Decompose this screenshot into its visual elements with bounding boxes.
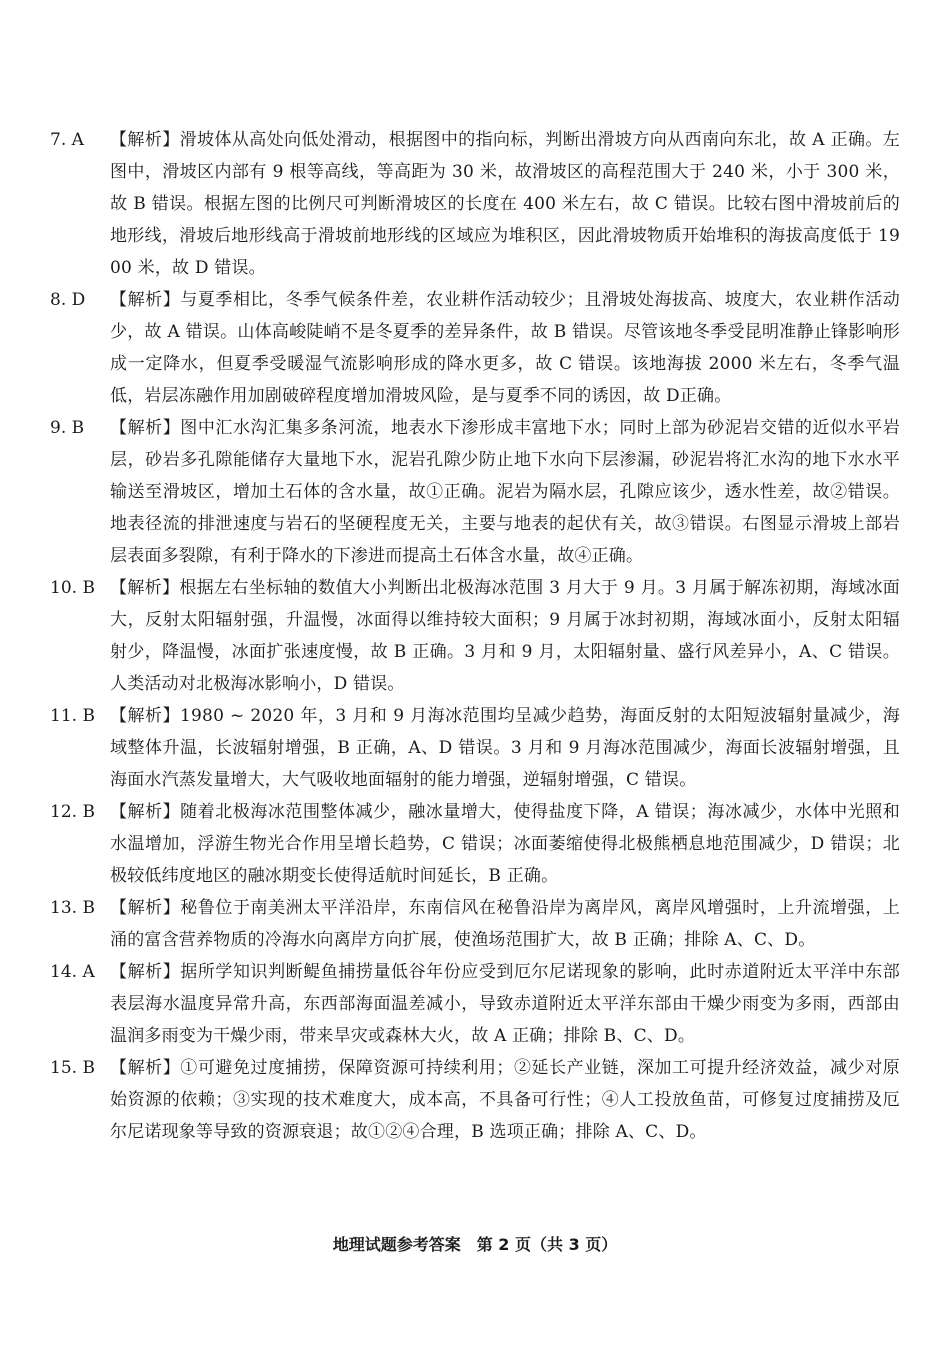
answer-explanation: 【解析】图中汇水沟汇集多条河流，地表水下渗形成丰富地下水；同时上部为砂泥岩交错的近似水平岩层，砂岩多孔隙能储存大量地下水，泥岩孔隙少防止地下水向下层渗漏，砂泥岩将汇水沟的地下水水平输送至滑坡区，增加土石体的含水量，故①正确。泥岩为隔水层，孔隙应该少，透水性差，故②错误。地表径流的排泄速度与岩石的坚硬程度无关，主要与地表的起伏有关，故③错误。右图显示滑坡上部岩层表面多裂隙，有利于降水的下渗进而提高土石体含水量，故④正确。 [110,418,900,566]
answer-item-12 [50,796,900,892]
answer-item-7 [50,124,900,284]
answer-label: 7. A [50,130,84,150]
answer-item-9 [50,412,900,572]
answer-explanation: 【解析】秘鲁位于南美洲太平洋沿岸，东南信风在秘鲁沿岸为离岸风，离岸风增强时，上升流增强，上涌的富含营养物质的冷海水向离岸方向扩展，使渔场范围扩大，故 B 正确；排除 A、C、D。 [110,898,900,950]
answer-label: 9. B [50,418,85,438]
answer-explanation: 【解析】①可避免过度捕捞，保障资源可持续利用；②延长产业链，深加工可提升经济效益，减少对原始资源的依赖；③实现的技术难度大，成本高，不具备可行性；④人工投放鱼苗，可修复过度捕捞及厄尔尼诺现象等导致的资源衰退；故①②④合理，B 选项正确；排除 A、C、D。 [110,1058,900,1142]
page-footer: 地理试题参考答案 第 2 页（共 3 页） [332,1235,618,1254]
answer-label: 8. D [50,290,86,310]
answer-label: 15. B [50,1058,95,1078]
answer-list [50,124,900,1148]
answer-label: 14. A [50,962,95,982]
answer-label: 11. B [50,706,95,726]
answer-item-13 [50,892,900,956]
answer-item-10 [50,572,900,700]
answer-explanation: 【解析】据所学知识判断鳀鱼捕捞量低谷年份应受到厄尔尼诺现象的影响，此时赤道附近太平洋中东部表层海水温度异常升高，东西部海面温差减小，导致赤道附近太平洋东部由干燥少雨变为多雨，西部由温润多雨变为干燥少雨，带来旱灾或森林大火，故 A 正确；排除 B、C、D。 [110,962,900,1046]
answer-item-14 [50,956,900,1052]
answer-explanation: 【解析】根据左右坐标轴的数值大小判断出北极海冰范围 3 月大于 9 月。3 月属于解冻初期，海域冰面大，反射太阳辐射强，升温慢，冰面得以维持较大面积；9 月属于冰封初期，海域冰面小，反射太阳辐射少，降温慢，冰面扩张速度慢，故 B 正确。3 月和 9 月，太阳辐射量、盛行风差异小，A、C 错误。人类活动对北极海冰影响小，D 错误。 [110,578,900,694]
answer-explanation: 【解析】与夏季相比，冬季气候条件差，农业耕作活动较少；且滑坡处海拔高、坡度大，农业耕作活动少，故 A 错误。山体高峻陡峭不是冬夏季的差异条件，故 B 错误。尽管该地冬季受昆明准静止锋影响形成一定降水，但夏季受暖湿气流影响形成的降水更多，故 C 错误。该地海拔 2000 米左右，冬季气温低，岩层冻融作用加剧破碎程度增加滑坡风险，是与夏季不同的诱因，故 D正确。 [110,290,900,406]
answer-explanation: 【解析】1980 ~ 2020 年，3 月和 9 月海冰范围均呈减少趋势，海面反射的太阳短波辐射量减少，海域整体升温，长波辐射增强，B 正确，A、D 错误。3 月和 9 月海冰范围减少，海面长波辐射增强，且海面水汽蒸发量增大，大气吸收地面辐射的能力增强，逆辐射增强，C 错误。 [110,706,900,790]
answer-label: 13. B [50,898,95,918]
answer-explanation: 【解析】滑坡体从高处向低处滑动，根据图中的指向标，判断出滑坡方向从西南向东北，故 A 正确。左图中，滑坡区内部有 9 根等高线，等高距为 30 米，故滑坡区的高程范围大于 240 米，小于 300 米，故 B 错误。根据左图的比例尺可判断滑坡区的长度在 400 米左右，故 C 错误。比较右图中滑坡前后的地形线，滑坡后地形线高于滑坡前地形线的区域应为堆积区，因此滑坡物质开始堆积的海拔高度低于 1900 米，故 D 错误。 [110,130,900,278]
answer-item-11 [50,700,900,796]
answer-item-15 [50,1052,900,1148]
answer-label: 10. B [50,578,95,598]
answer-item-8 [50,284,900,412]
answer-label: 12. B [50,802,95,822]
answer-explanation: 【解析】随着北极海冰范围整体减少，融冰量增大，使得盐度下降，A 错误；海冰减少，水体中光照和水温增加，浮游生物光合作用呈增长趋势，C 错误；冰面萎缩使得北极熊栖息地范围减少，D 错误；北极较低纬度地区的融冰期变长使得适航时间延长，B 正确。 [110,802,900,886]
